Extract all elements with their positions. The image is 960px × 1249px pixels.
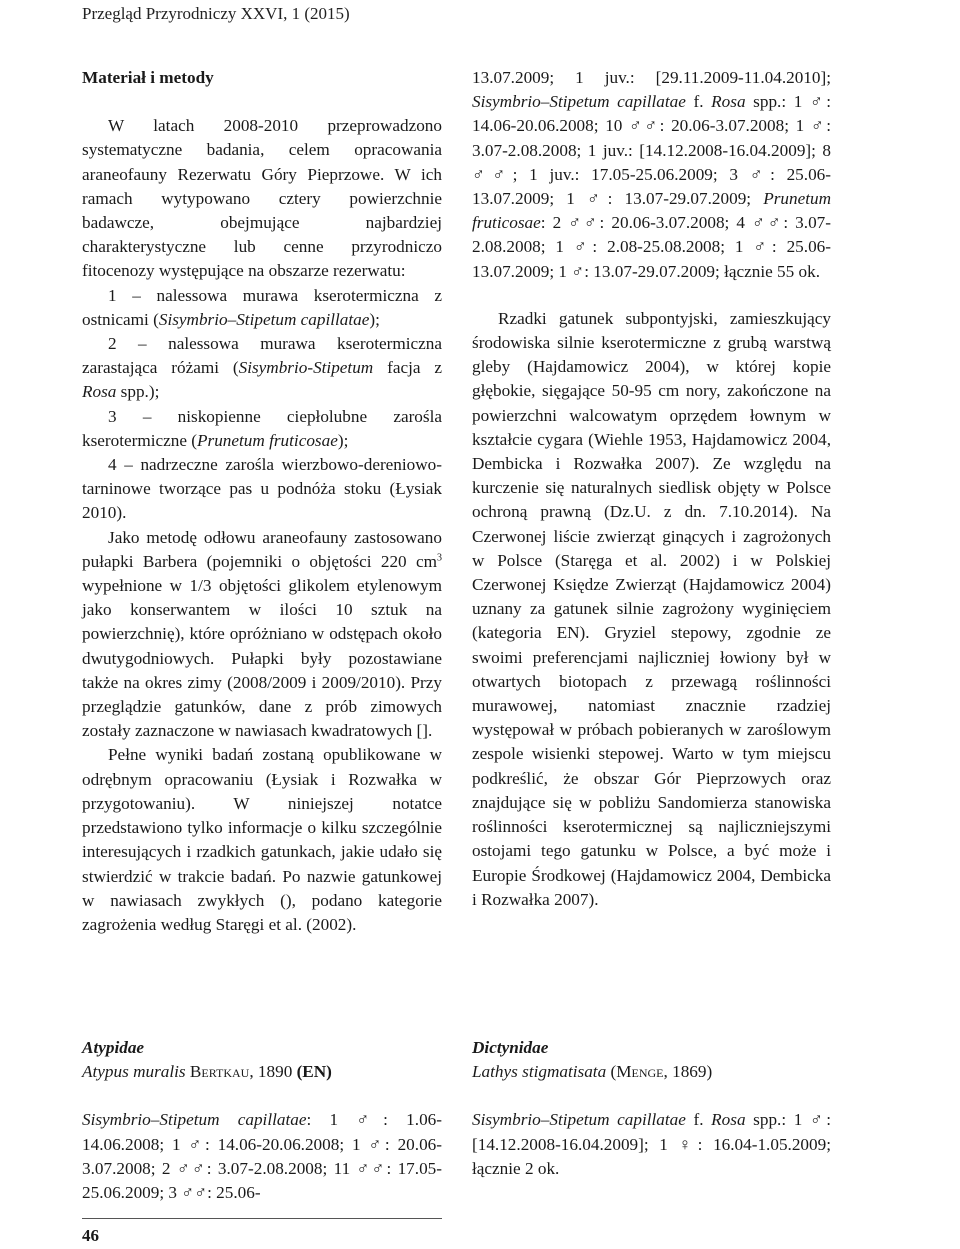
family-name: Dictynidae [472,1038,549,1057]
site-1: 1 – nalessowa murawa kserotermiczna z ostnicami (Sisymbrio–Stipetum capillatae); [82,285,442,329]
paragraph-results: Pełne wyniki badań zostaną opublikowane w odrębnym opracowaniu (Łysiak i Rozwałka w przygotowaniu). W niniejszej notatce przedstawiono tylko informacje o kilku szczególnie interesujących i rzadkich gatunkach, jakie udało się stwierdzić w trakcie badań. Po nazwie gatunkowej w nawiasach zwykłych (), podano kategorie zagrożenia według Staręgi et al. (2002). [82,745,442,934]
species-records: Sisymbrio–Stipetum capillatae: 1 ♂: 1.06-14.06.2008; 1 ♂: 14.06-20.06.2008; 1 ♂: 20.06-3.07.2008; 2 ♂♂: 3.07-2.08.2008; 11 ♂♂: 17.05-25.06.2009; 3 ♂♂: 25.06- [82,1110,442,1203]
paragraph-discussion: Rzadki gatunek subpontyjski, zamieszkujący środowiska silnie kserotermiczne z grubą warstwą gleby (Hajdamowicz 2004), w której kopie głębokie, sięgające 50-95 cm nory, zakończone na powierzchni walcowatym oprzędem łownym w kształcie cygara (Wiehle 1953, Hajdamowicz 2004, Dembicka i Rozwałka 2007). Ze względu na kurczenie się naturalnych siedlisk objęty w Polsce ochroną prawną (Dz.U. z dn. 7.10.2014). Na Czerwonej liście zwierząt ginących i zagrożonych w Polsce (Staręga et al. 2002) i w Polskiej Czerwonej Księdze Zwierząt (Hajdamowicz 2004) uznany za gatunek silnie zagrożony wyginięciem (kategoria EN). Gryziel stepowy, zgodnie ze swoimi preferencjami najliczniej łowiony był w otwartych biotopach z przewagą roślinności murawowej, natomiast znacznie rzadziej występował w próbach pobieranych w zaroślowym zespole wisienki stepowej. Warto w tym miejscu podkreślić, że obszar Gór Pieprzowych oraz znajdujące się w pobliżu Sandomierza stanowiska roślinności kserotermicznej są najliczniejszymi ostojami tego gatunku w Polsce, a być może i Europie Środkowej (Hajdamowicz 2004, Dembicka i Rozwałka 2007). [472,308,831,909]
running-header: Przegląd Przyrodniczy XXVI, 1 (2015) [82,4,350,23]
site-3: 3 – niskopienne ciepłolubne zarośla kserotermiczne (Prunetum fruticosae); [82,406,442,450]
paragraph-intro: W latach 2008-2010 przeprowadzono systematyczne badania, celem opracowania araneofauny Rezerwatu Góry Pieprzowe. W ich ramach wytypowano cztery powierzchnie badawcze, obejmujące najbardziej charakterystyczne lub cenne przyrodniczo fitocenozy występujące na obszarze rezerwatu: [82,116,442,281]
left-column [82,66,442,937]
page-number: 46 [82,1226,99,1245]
site-4: 4 – nadrzeczne zarośla wierzbowo-dereniowo-tarninowe tworzące pas u podnóża stoku (Łysiak 2010). [82,455,442,523]
species-entry-atypus [82,1036,442,1205]
family-name: Atypidae [82,1038,145,1057]
species-entry-lathys [472,1036,831,1181]
footer-rule [82,1218,442,1219]
paragraph-method: Jako metodę odłowu araneofauny zastosowano pułapki Barbera (pojemniki o objętości 220 $cm^3$ wypełnione w 1/3 objętości glikolem etylenowym jako konserwantem w ilości 10 sztuk na powierzchnię), które opróżniano w odstępach około dwutygodniowych. Pułapki były pozostawiane także na okres zimy (2008/2009 i 2009/2010). Przy przeglądzie gatunków, dane z prób zimowych zostały zaznaczone w nawiasach kwadratowych []. [82,527,442,741]
right-column [472,66,831,912]
section-heading: Materiał i metody [82,68,214,87]
species-name: Lathys stigmatisata (Menge, 1869) [472,1062,713,1082]
species-records: Sisymbrio–Stipetum capillatae f. Rosa spp.: 1 ♂: [14.12.2008-16.04.2009]; 1 ♀: 16.04-1.05.2009; łącznie 2 ok. [472,1110,831,1178]
records-continued: 13.07.2009; 1 juv.: [29.11.2009-11.04.2010]; Sisymbrio–Stipetum capillatae f. Rosa spp.: 1 ♂: 14.06-20.06.2008; 10 ♂♂: 20.06-3.07.2008; 1 ♂: 3.07-2.08.2008; 1 juv.: [14.12.2008-16.04.2009]; 8 ♂♂; 1 juv.: 17.05-25.06.2009; 3 ♂: 25.06-13.07.2009; 1 ♂: 13.07-29.07.2009; Prunetum fruticosae: 2 ♂♂: 20.06-3.07.2008; 4 ♂♂: 3.07-2.08.2008; 1 ♂: 2.08-25.08.2008; 1 ♂: 25.06-13.07.2009; 1 ♂: 13.07-29.07.2009; łącznie 55 ok. [472,68,831,281]
species-name: Atypus muralis Bertkau, 1890 (EN) [82,1062,332,1082]
site-2: 2 – nalessowa murawa kserotermiczna zarastająca różami (Sisymbrio-Stipetum facja z Rosa spp.); [82,334,443,402]
